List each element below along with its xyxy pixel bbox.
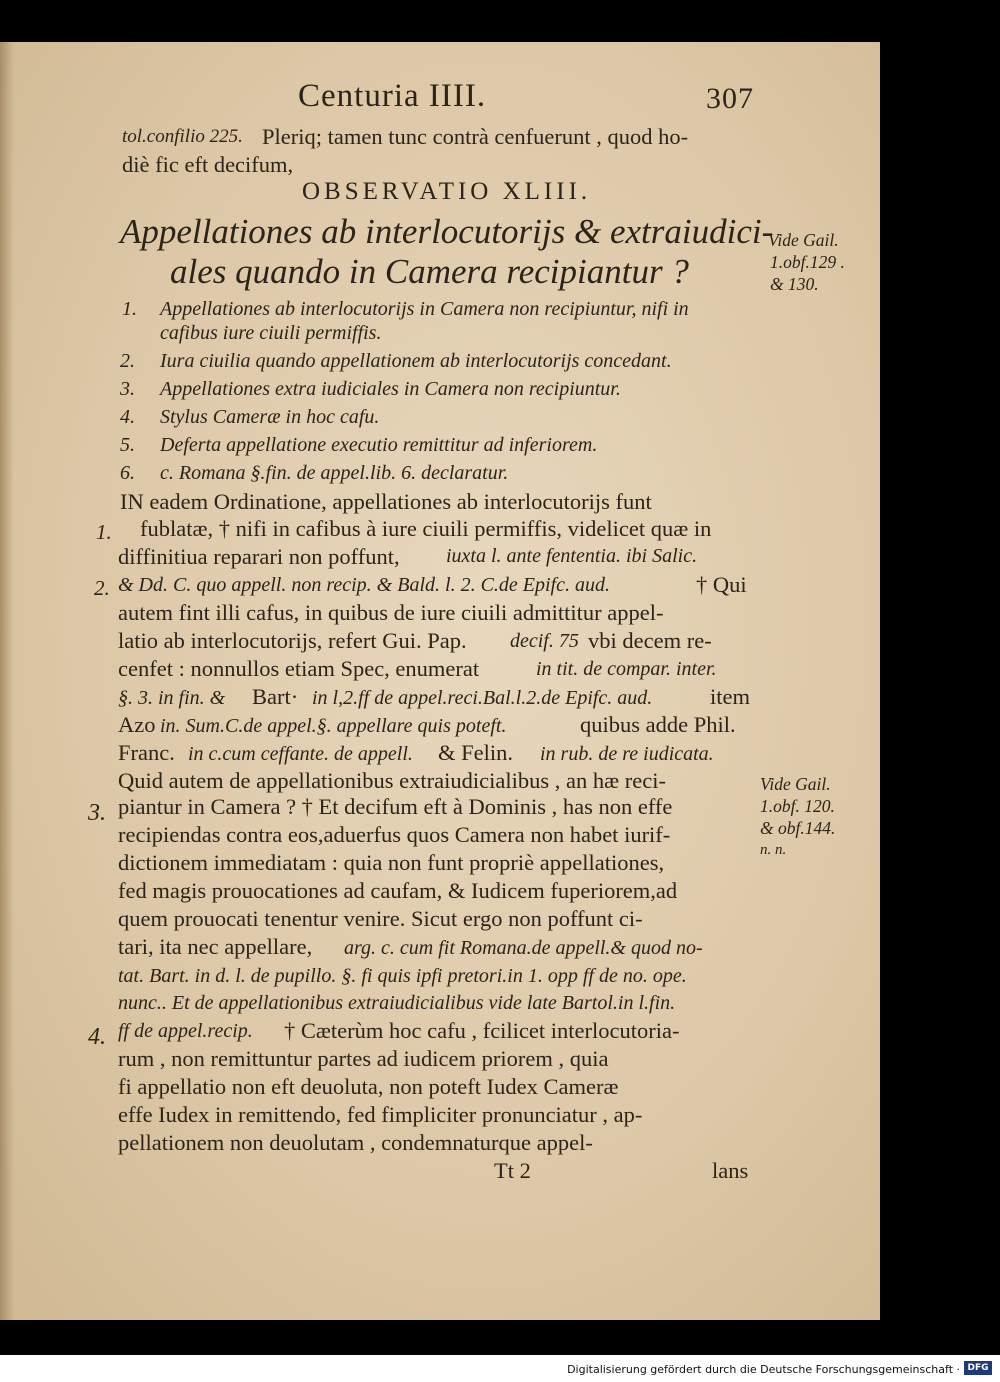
text-line: Pleriq; tamen tunc contrà cenfuerunt , quod ho- (262, 124, 689, 149)
text-line: Azo (118, 712, 156, 737)
observation-heading: OBSERVATIO XLIII. (302, 178, 592, 205)
text-line: ff de appel.recip. (118, 1020, 253, 1042)
text-line: fi appellatio non eft deuoluta, non poteft Iudex Cameræ (118, 1074, 619, 1099)
text-line: cenfet : nonnullos etiam Spec, enumerat (118, 656, 480, 681)
text-line: diè fic eft decifum, (122, 152, 294, 177)
text-line: latio ab interlocutorijs, refert Gui. Pap. (118, 628, 467, 653)
text-line: dictionem immediatam : quia non funt propriè appellationes, (118, 850, 665, 875)
text-line: fed magis prouocationes ad caufam, & Iudicem fuperiorem,ad (118, 878, 678, 903)
margin-number: 3. (88, 800, 106, 826)
text-line: autem fint illi cafus, in quibus de iure ciuili admittitur appel- (118, 600, 664, 625)
text-line: effe Iudex in remittendo, fed fimpliciter pronunciatur , ap- (118, 1102, 643, 1127)
text-line: pellationem non deuolutam , condemnaturque appel- (118, 1130, 593, 1155)
summary-item: Deferta appellatione executio remittitur ad inferiorem. (160, 434, 598, 456)
text-line: tari, ita nec appellare, (118, 934, 313, 959)
text-line: item (710, 684, 750, 709)
text-line: in. Sum.C.de appel.§. appellare quis poteft. (160, 715, 507, 737)
summary-item: Appellationes ab interlocutorijs in Camera non recipiuntur, nifi in (160, 298, 689, 320)
text-line: rum , non remittuntur partes ad iudicem priorem , quia (118, 1046, 609, 1071)
margin-number: 2. (94, 576, 110, 600)
summary-number: 1. (122, 298, 137, 320)
text-line: & Dd. C. quo appell. non recip. & Bald. l. 2. C.de Epifc. aud. (118, 574, 610, 596)
text-line: IN eadem Ordinatione, appellationes ab interlocutorijs funt (120, 489, 652, 514)
dfg-logo: DFG (964, 1361, 992, 1375)
margin-note: & obf.144. (760, 818, 836, 838)
text-line: quem prouocati tenentur venire. Sicut ergo non poffunt ci- (118, 906, 643, 931)
margin-note: & 130. (770, 274, 819, 294)
signature-mark: Tt 2 (494, 1158, 531, 1183)
text-line: in l,2.ff de appel.reci.Bal.l.2.de Epifc. aud. (312, 687, 653, 709)
summary-number: 3. (120, 378, 135, 400)
summary-item: Appellationes extra iudiciales in Camera non recipiuntur. (160, 378, 621, 400)
digitization-footer (0, 1355, 1000, 1382)
text-line: in tit. de compar. inter. (536, 658, 717, 680)
text-line: recipiendas contra eos,aduerfus quos Camera non habet iurif- (118, 822, 671, 847)
text-line: fublatæ, † nifi in cafibus à iure ciuili permiffis, videlicet quæ in (140, 516, 712, 541)
margin-note: Vide Gail. (760, 774, 831, 794)
text-line: vbi decem re- (588, 628, 712, 653)
funding-notice: Digitalisierung gefördert durch die Deutsche Forschungsgemeinschaft · (567, 1363, 960, 1376)
margin-note: Vide Gail. (768, 230, 839, 250)
text-line: † Qui (696, 572, 747, 597)
catchword: lans (712, 1158, 749, 1183)
summary-item: Iura ciuilia quando appellationem ab interlocutorijs concedant. (160, 350, 672, 372)
summary-number: 2. (120, 350, 135, 372)
text-line: Quid autem de appellationibus extraiudicialibus , an hæ reci- (118, 768, 666, 793)
summary-number: 4. (120, 406, 135, 428)
page-number: 307 (706, 82, 754, 115)
margin-number: 4. (88, 1024, 106, 1050)
text-line: & Felin. (438, 740, 514, 765)
text-line: §. 3. in fin. & (118, 687, 226, 709)
text-line: in c.cum ceffante. de appell. (188, 743, 413, 765)
text-line: † Cæterùm hoc cafu , fcilicet interlocutoria- (284, 1018, 680, 1043)
observation-title-line: ales quando in Camera recipiantur ? (170, 252, 689, 291)
margin-note: n. n. (760, 842, 787, 858)
running-head-title: Centuria IIII. (298, 78, 487, 114)
margin-note: 1.obf. 120. (760, 796, 835, 816)
text-line: decif. 75 (510, 630, 579, 652)
text-line: diffinitiua reparari non poffunt, (118, 544, 400, 569)
text-line: iuxta l. ante fententia. ibi Salic. (446, 545, 698, 567)
text-line: quibus adde Phil. (580, 712, 736, 737)
summary-number: 5. (120, 434, 135, 456)
text-line: Bart· (252, 684, 299, 709)
margin-number: 1. (96, 520, 112, 544)
summary-number: 6. (120, 462, 135, 484)
text-line: in rub. de re iudicata. (540, 743, 714, 765)
text-line: piantur in Camera ? † Et decifum eft à Dominis , has non effe (118, 794, 673, 819)
observation-title-line: Appellationes ab interlocutorijs & extraiudici- (120, 212, 774, 251)
summary-item: Stylus Cameræ in hoc cafu. (160, 406, 380, 428)
margin-note: 1.obf.129 . (770, 252, 845, 272)
text-line: tat. Bart. in d. l. de pupillo. §. fi quis ipfi pretori.in 1. opp ff de no. ope. (118, 965, 687, 987)
book-page (0, 42, 880, 1320)
summary-item: c. Romana §.fin. de appel.lib. 6. declaratur. (160, 462, 509, 484)
text-line: nunc.. Et de appellationibus extraiudicialibus vide late Bartol.in l.fin. (118, 992, 676, 1014)
text-line: arg. c. cum fit Romana.de appell.& quod no- (344, 937, 703, 959)
summary-item: cafibus iure ciuili permiffis. (160, 322, 382, 344)
text-line: Franc. (118, 740, 175, 765)
text-line: tol.confilio 225. (122, 126, 243, 147)
